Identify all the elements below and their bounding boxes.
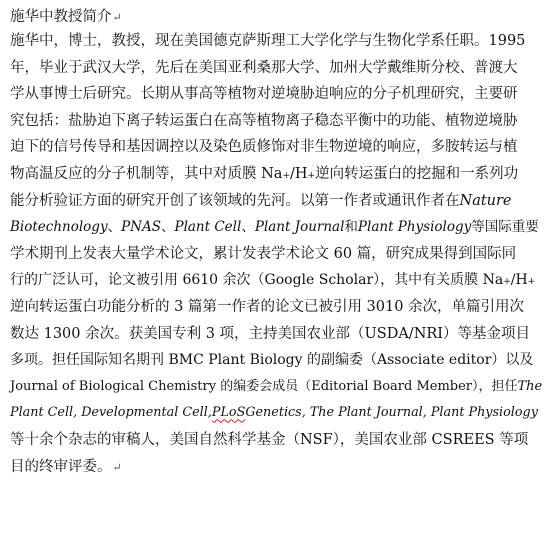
text-line <box>10 294 542 321</box>
document-title <box>10 6 542 28</box>
text-line <box>10 374 542 401</box>
journal-name: Biotechnology <box>10 219 108 236</box>
text-line <box>10 28 542 55</box>
journal-name: Plant Journal <box>254 219 345 236</box>
line-text: 究包括：盐胁迫下离子转运蛋白在高等植物离子稳态平衡中的功能、植物逆境胁 <box>10 112 518 129</box>
text-line <box>10 347 542 374</box>
line-text: 目的终审评委。 <box>10 458 112 475</box>
line-text: Journal of Biological Chemistry 的编委会成员（Editorial Board Member），担任 <box>10 378 518 394</box>
line-text: 学从事博士后研究。长期从事高等植物对逆境胁迫响应的分子机理研究，主要研 <box>10 86 518 103</box>
text-line: 物高温反应的分子机制等，其中对质膜 Na + /H + 逆向转运蛋白的挖掘和一系列功 <box>10 161 542 188</box>
line-text: 迫下的信号传导和基因调控以及染色质修饰对非生物逆境的响应，多胺转运与植 <box>10 139 518 156</box>
line-text: 等十余个杂志的审稿人，美国自然科学基金（NSF），美国农业部 CSREES 等项 <box>10 431 529 448</box>
journal-name: Genetics, The Plant Journal, Plant Physiology <box>245 405 538 421</box>
line-text: 能分析验证方面的研究开创了该领域的先河。以第一作者或通讯作者在 <box>10 192 460 209</box>
line-text: 学术期刊上发表大量学术论文，累计发表学术论文 60 篇，研究成果得到国际同 <box>10 245 517 262</box>
line-text: 物高温反应的分子机制等，其中对质膜 Na <box>10 165 283 182</box>
line-text: 多项。担任国际知名期刊 BMC Plant Biology 的副编委（Associate editor）以及 <box>10 352 534 369</box>
paragraph-mark-icon: ↵ <box>112 460 122 474</box>
text-line: 行的广泛认可，论文被引用 6610 余次（Google Scholar），其中有关质膜 Na + /H + <box>10 267 542 294</box>
line-text: 、 <box>160 219 175 236</box>
text-line <box>10 188 542 215</box>
text-line <box>10 400 542 427</box>
text-line <box>10 55 542 82</box>
text-line <box>10 108 542 135</box>
text-line <box>10 241 542 268</box>
line-text: /H <box>290 165 308 182</box>
journal-name: The <box>517 378 543 394</box>
line-text: 等国际重要 <box>471 219 539 236</box>
line-text: 逆向转运蛋白功能分析的 3 篇第一作者的论文已被引用 3010 余次，单篇引用次 <box>10 298 525 315</box>
line-text: 施华中，博士，教授，现在美国德克萨斯理工大学化学与生物化学系任职。1995 <box>10 33 526 49</box>
title-text: 施华中教授简介 <box>10 9 112 25</box>
line-text: 和 <box>344 219 358 236</box>
text-line <box>10 427 542 454</box>
journal-name: Plant Cell, Developmental Cell, <box>10 405 212 421</box>
text-line <box>10 321 542 348</box>
paragraph-mark-icon: ↵ <box>112 11 122 24</box>
journal-name: Plant Physiology <box>357 219 472 236</box>
spellcheck-flagged-word: PLoS <box>211 405 246 421</box>
line-text: /H <box>510 272 528 289</box>
line-text: 、 <box>107 219 122 236</box>
text-line <box>10 134 542 161</box>
line-text: 、 <box>241 219 255 236</box>
line-text: 数达 1300 余次。获美国专利 3 项，主持美国农业部（USDA/NRI）等基金项目 <box>10 325 531 342</box>
text-line <box>10 454 542 481</box>
journal-name: Plant Cell <box>174 219 242 236</box>
journal-name: Nature <box>459 192 512 209</box>
line-text: 行的广泛认可，论文被引用 6610 余次（Google Scholar），其中有关质膜 Na <box>10 272 504 289</box>
bio-paragraph <box>10 28 542 480</box>
line-text: 逆向转运蛋白的挖掘和一系列功 <box>315 165 519 182</box>
line-text: 年，毕业于武汉大学，先后在美国亚利桑那大学、加州大学戴维斯分校、普渡大 <box>10 59 518 76</box>
text-line <box>10 81 542 108</box>
text-line <box>10 214 542 241</box>
journal-name: PNAS <box>121 219 161 236</box>
